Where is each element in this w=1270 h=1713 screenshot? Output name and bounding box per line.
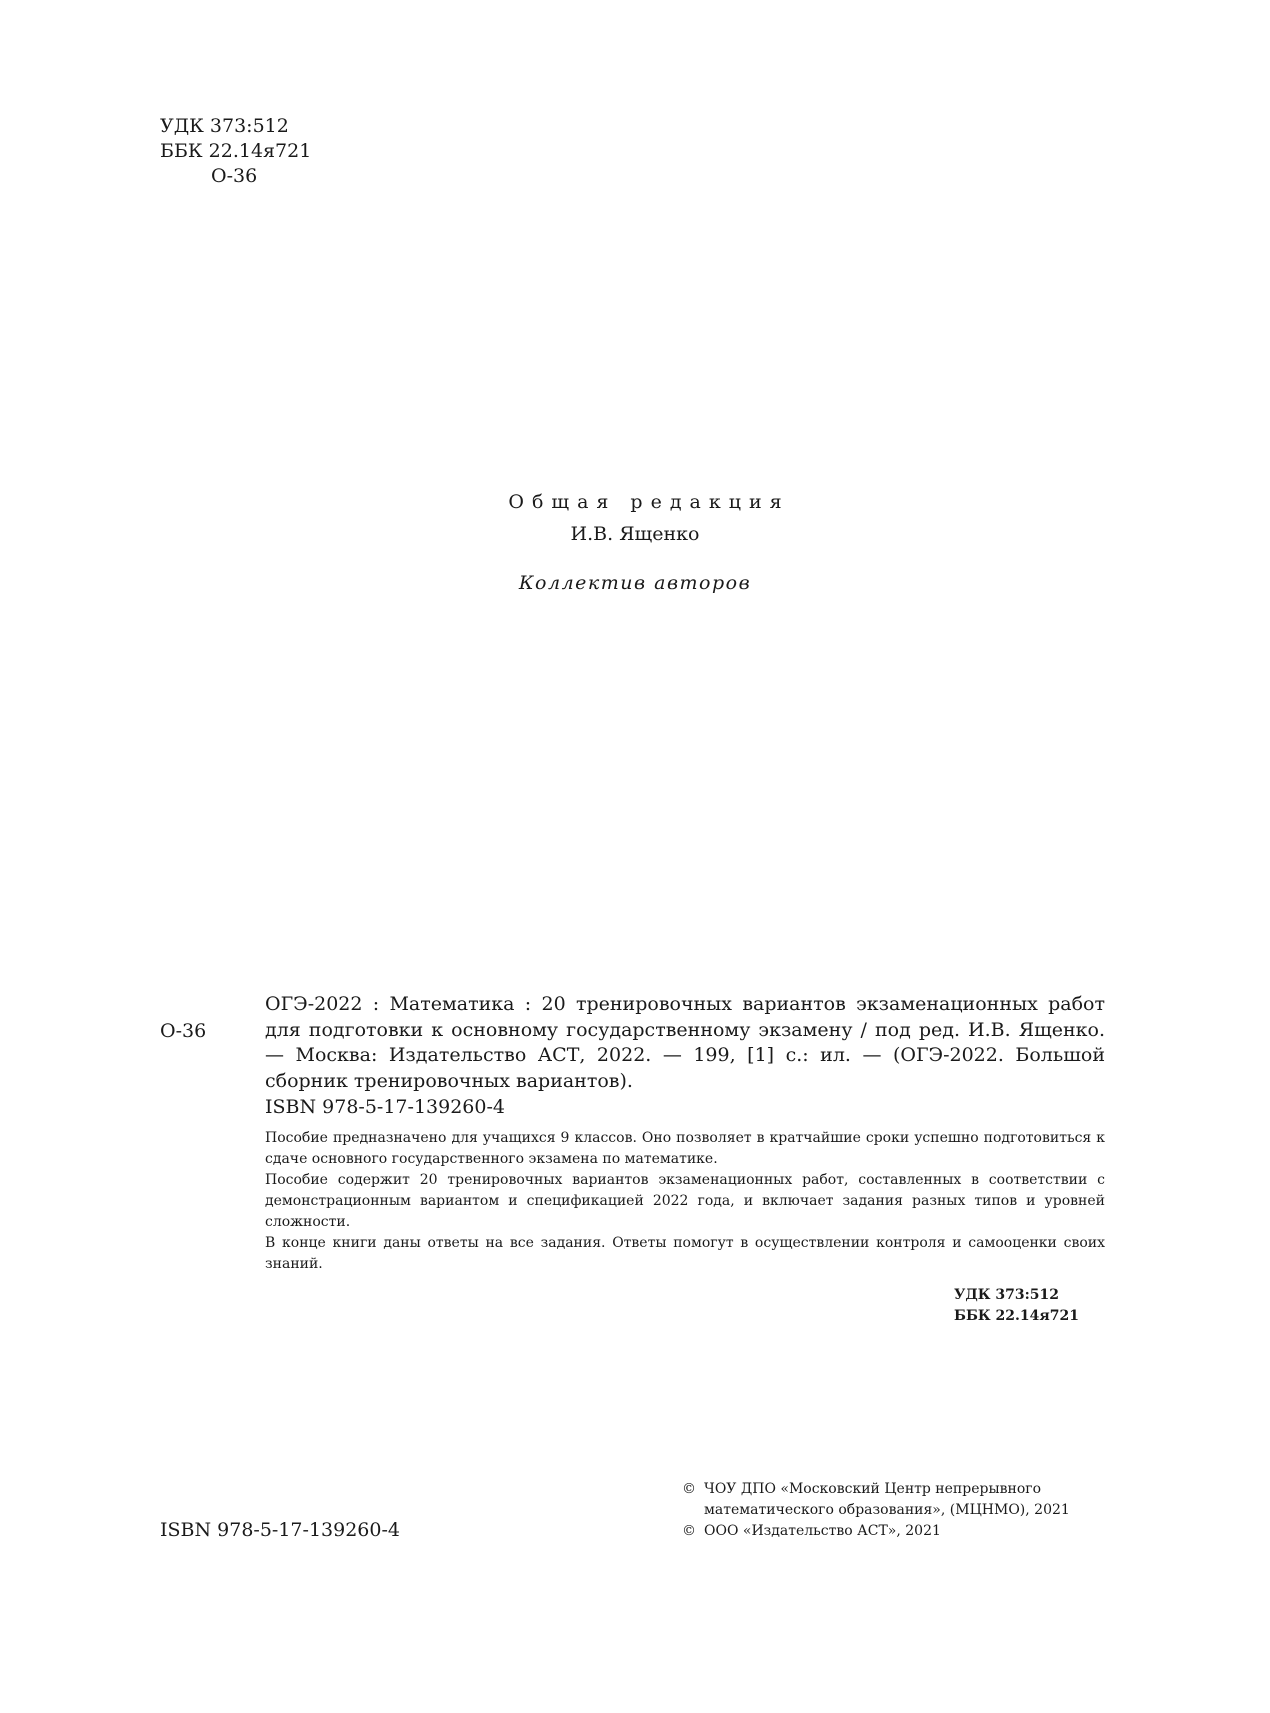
copyright-block xyxy=(682,1479,1122,1542)
bottom-classification-codes xyxy=(954,1285,1079,1327)
copyright-icon: © xyxy=(682,1523,696,1539)
isbn: ISBN 978-5-17-139260-4 xyxy=(160,1519,400,1541)
bibliographic-isbn: ISBN 978-5-17-139260-4 xyxy=(265,1096,505,1118)
copyright-line xyxy=(682,1521,1122,1542)
copyright-icon: © xyxy=(682,1481,696,1497)
bibliographic-record xyxy=(265,992,1105,1121)
bbk-code: ББК 22.14я721 xyxy=(160,140,312,162)
side-author-mark: О-36 xyxy=(160,1020,207,1042)
authors-collective: Коллектив авторов xyxy=(518,572,752,594)
annotation-paragraph: Пособие предназначено для учащихся 9 классов. Оно позволяет в кратчайшие сроки успешно подготовиться к сдаче основного государственного экзамена по математике. xyxy=(265,1130,1105,1167)
udk-code: УДК 373:512 xyxy=(160,115,289,137)
copyright-holder: ЧОУ ДПО «Московский Центр непрерывного xyxy=(704,1481,1042,1497)
top-classification-codes xyxy=(160,114,311,189)
general-editorship-label: Общая редакция xyxy=(508,491,790,513)
editor-name: И.В. Ященко xyxy=(570,523,700,545)
copyright-holder: ООО «Издательство АСТ», 2021 xyxy=(704,1523,941,1539)
author-mark: О-36 xyxy=(211,165,258,187)
bibliographic-text: ОГЭ-2022 : Математика : 20 тренировочных вариантов экзаменационных работ для подготовки к основному государственному экзамену / под ред. И.В. Ященко. — Москва: Издательство АСТ, 2022. — 199, [1] с.: ил. — (ОГЭ-2022. Большой сборник тренировочных вариантов). xyxy=(265,993,1105,1092)
annotation-paragraph: В конце книги даны ответы на все задания. Ответы помогут в осуществлении контроля и самооценки своих знаний. xyxy=(265,1235,1105,1272)
copyright-line xyxy=(682,1479,1122,1500)
annotation xyxy=(265,1128,1105,1275)
udk-code: УДК 373:512 xyxy=(954,1287,1060,1303)
annotation-paragraph: Пособие содержит 20 тренировочных вариантов экзаменационных работ, составленных в соответствии с демонстрационным вариантом и спецификацией 2022 года, и включает задания разных типов и уровней сложности. xyxy=(265,1172,1105,1230)
copyright-line-continued: математического образования», (МЦНМО), 2021 xyxy=(704,1502,1070,1518)
bbk-code: ББК 22.14я721 xyxy=(954,1308,1079,1324)
